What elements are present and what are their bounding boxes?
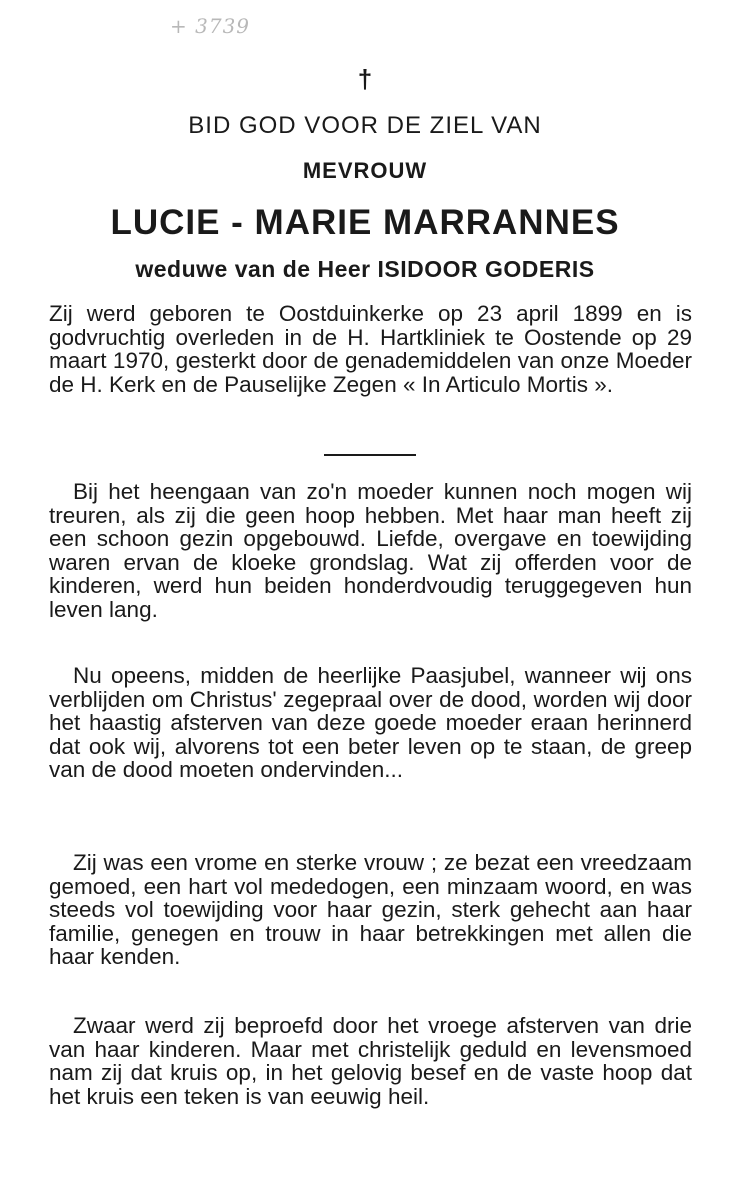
pencil-annotation: + 3739 [170,14,251,38]
divider [324,454,416,456]
widow-of-line: weduwe van de Heer ISIDOOR GODERIS [135,256,595,282]
invocation-line: BID GOD VOOR DE ZIEL VAN [188,112,542,139]
text-paragraph: Zwaar werd zij beproefd door het vroege afsterven van drie van haar kinderen. Maar met christelijk geduld en levensmoed nam zij dat kruis op, in het gelovig besef en de vaste hoop dat het kruis een teken is van eeuwig heil. [49,1013,692,1109]
text-paragraph: Zij was een vrome en sterke vrouw ; ze bezat een vreedzaam gemoed, een hart vol mededogen, een minzaam woord, en was steeds vol toewijding voor haar gezin, sterk gehecht aan haar familie, genegen en trouw in haar betrekkingen met allen die haar kenden. [49,850,692,970]
text-paragraph: Bij het heengaan van zo'n moeder kunnen noch mogen wij treuren, als zij die geen hoop hebben. Met haar man heeft zij een schoon gezin opgebouwd. Liefde, overgave en toewijding waren ervan de kloeke grondslag. Wat zij offerden voor de kinderen, werd hun beiden honderdvoudig teruggegeven hun leven lang. [49,479,692,622]
biography-paragraph: Zij werd geboren te Oostduinkerke op 23 april 1899 en is godvruchtig overleden in de H. Hartkliniek te Oostende op 29 maart 1970, gesterkt door de genademiddelen van onze Moeder de H. Kerk en de Pauselijke Zegen « In Articulo Mortis ». [49,301,692,397]
text-paragraph: Nu opeens, midden de heerlijke Paasjubel, wanneer wij ons verblijden om Christus' zegepraal over de dood, worden wij door het haastig afsterven van deze goede moeder eraan herinnerd dat ook wij, alvorens tot een beter leven op te staan, de greep van de dood moeten ondervinden... [49,663,692,783]
honorific: MEVROUW [302,158,428,183]
deceased-name: LUCIE - MARIE MARRANNES [110,203,620,242]
cross-symbol: † [357,64,373,94]
